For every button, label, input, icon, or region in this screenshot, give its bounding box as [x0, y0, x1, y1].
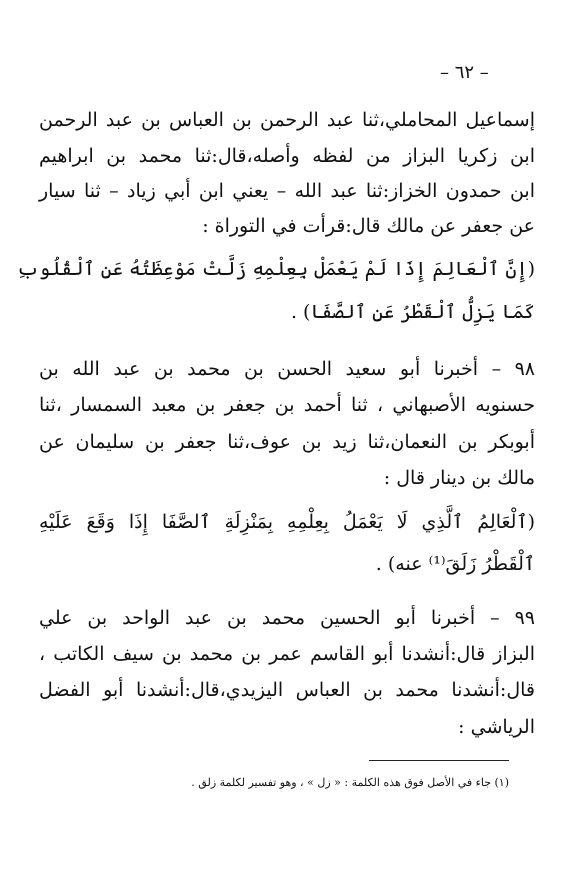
quote-line: (ٱلْعَالِمُ ٱلَّذِي لَا يَعْمَلُ بِعِلْمِهِ بِمَنْزِلَةِ ٱلصَّفَا إِذَا وَقَعَ عَلَيْهِ: [39, 511, 535, 533]
text-line: ابن زكريا البزاز من لفظه وأصله،قال:ثنا محمد بن ابراهيم: [39, 145, 535, 167]
text-line: حسنويه الأصبهاني ، ثنا أحمد بن جعفر بن معبد السمسار ،ثنا: [39, 394, 535, 416]
page-number: – ٦٢ –: [440, 62, 489, 83]
footnote-rule: [369, 760, 509, 761]
text-line: ٩٩ – أخبرنا أبو الحسين محمد بن عبد الواحد بن علي: [39, 607, 535, 629]
quote-line: ٱلْقَطْرُ زَلَقَ⁽¹⁾ عنه) .: [375, 553, 535, 575]
quote-line: (إِنَّ ٱلْعَالِمَ إِذَا لَمْ يَعْمَلْ بِعِلْمِهِ زَلَّتْ مَوْعِظَتُهُ عَنِ ٱلْقُلُوبِ: [16, 258, 535, 280]
footnote: (١) جاء في الأصل فوق هذه الكلمة : « زل » ، وهو تفسير لكلمة زلق .: [191, 776, 509, 789]
text-line: ٩٨ – أخبرنا أبو سعيد الحسن بن محمد بن عبد الله بن: [39, 358, 535, 380]
text-line: قال:أنشدنا محمد بن العباس اليزيدي،قال:أنشدنا أبو الفضل: [39, 679, 535, 701]
text-line: أبوبكر بن النعمان،ثنا زيد بن عوف،ثنا جعفر بن سليمان عن: [39, 431, 535, 453]
quote-line: كَمَا يَزِلُّ ٱلْقَطْرُ عَنِ ٱلصَّفَا) .: [290, 301, 535, 323]
text-line: عن جعفر عن مالك قال:قرأت في التوراة :: [202, 215, 535, 237]
text-line: إسماعيل المحاملي،ثنا عبد الرحمن بن العباس بن عبد الرحمن: [39, 109, 535, 131]
text-line: البزاز قال:أنشدنا أبو القاسم عمر بن محمد بن سيف الكاتب ،: [39, 643, 535, 665]
text-line: مالك بن دينار قال :: [383, 467, 535, 489]
text-line: الرياشي :: [458, 716, 535, 738]
text-line: ابن حمدون الخزاز:ثنا عبد الله – يعني ابن أبي زياد – ثنا سيار: [39, 180, 535, 202]
